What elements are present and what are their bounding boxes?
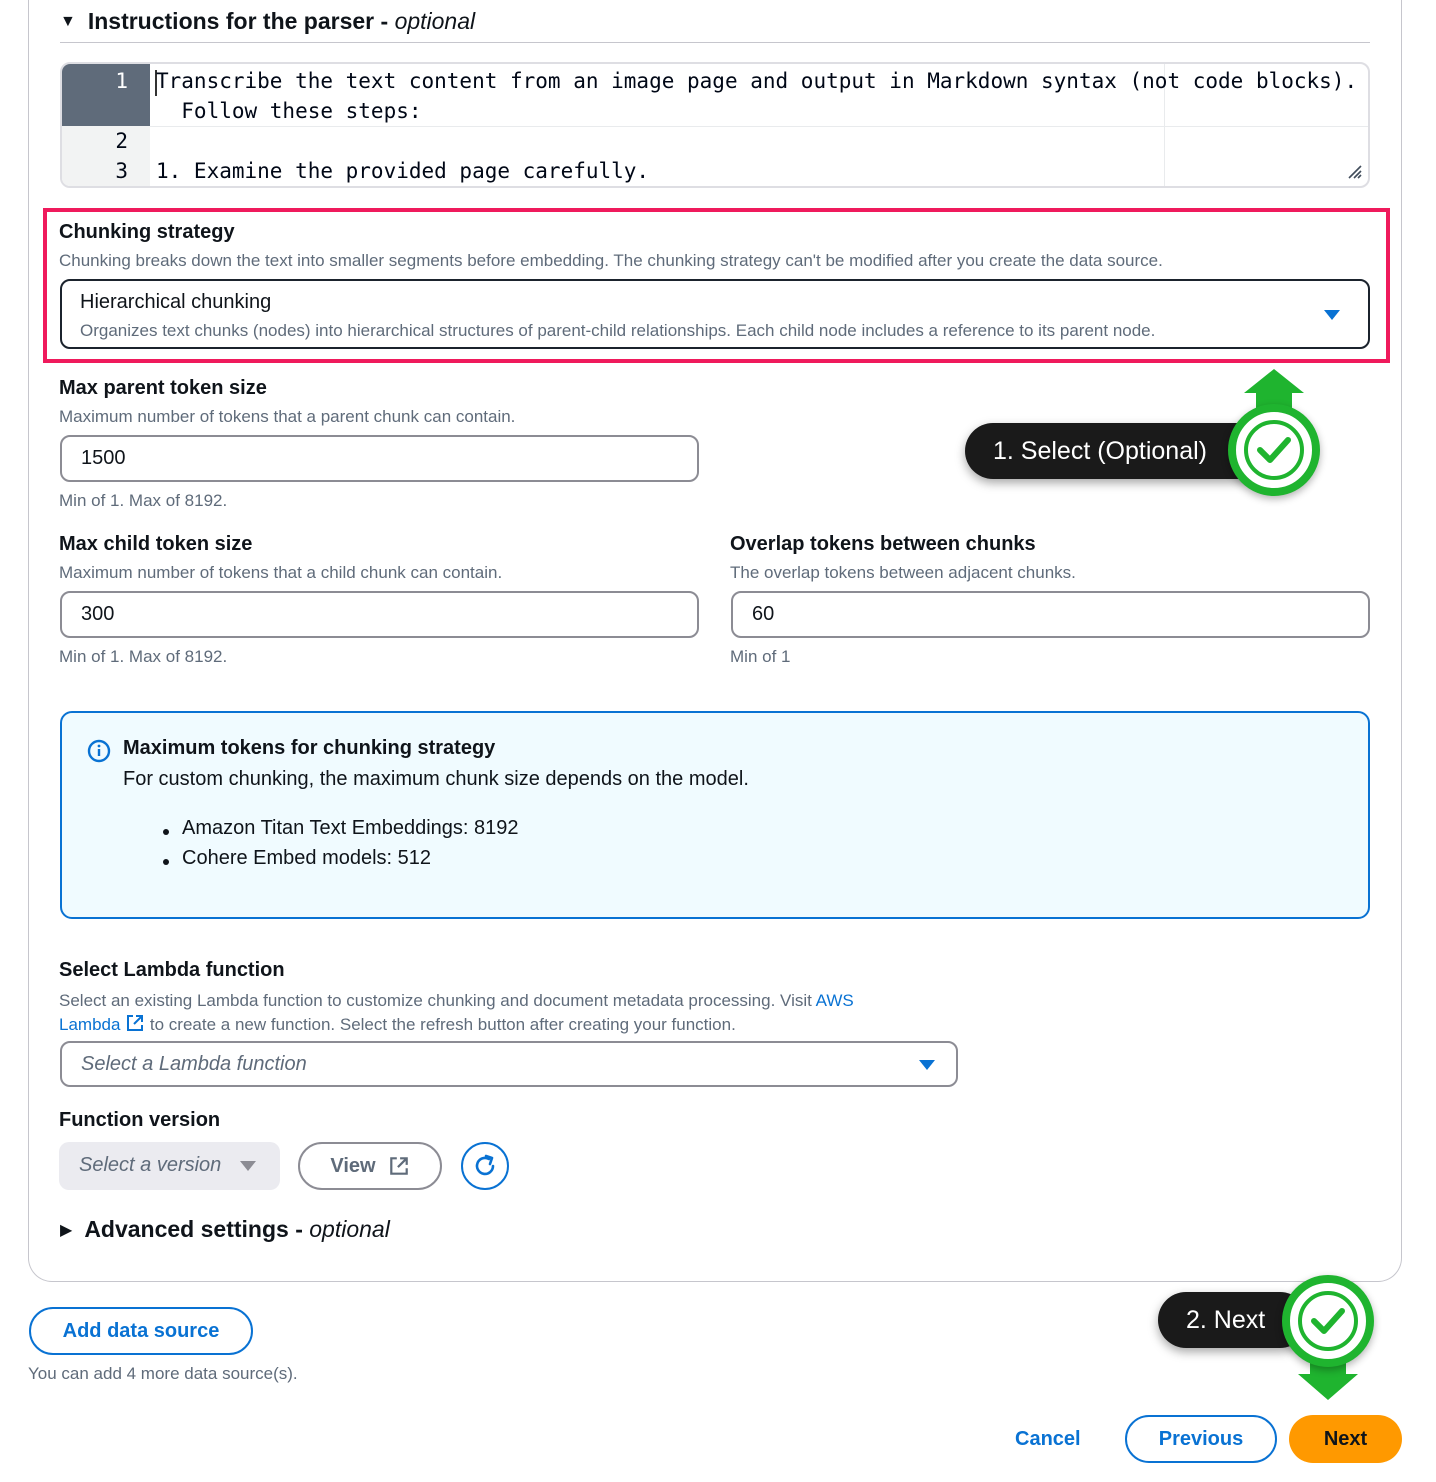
callout-step-2-text: 2. Next [1186, 1305, 1266, 1334]
list-item: Amazon Titan Text Embeddings: 8192 [182, 817, 519, 847]
lambda-select-placeholder: Select a Lambda function [81, 1053, 307, 1075]
max-child-token-description: Maximum number of tokens that a child chunk can contain. [59, 563, 503, 582]
version-select [59, 1142, 280, 1190]
parser-heading: Instructions for the parser - [87, 8, 389, 34]
chunking-selected-description: Organizes text chunks (nodes) into hierarchical structures of parent-child relationships. Each child node includes a reference to its parent node. [80, 321, 1156, 340]
code-line: 1. Examine the provided page carefully. [156, 159, 650, 183]
caret-down-icon [919, 1060, 935, 1070]
lambda-function-description [59, 989, 959, 1037]
external-link-icon [125, 1013, 145, 1033]
max-child-token-input[interactable]: 300 [60, 591, 699, 638]
aws-link-text: AWS [815, 991, 854, 1010]
max-child-token-label: Max child token size [59, 533, 253, 555]
data-source-panel [28, 0, 1402, 1282]
version-select-placeholder: Select a version [79, 1154, 222, 1176]
lambda-link-text: Lambda [59, 1015, 121, 1034]
lambda-desc-text: to create a new function. Select the refresh button after creating your function. [149, 1015, 736, 1034]
section-divider [60, 42, 1370, 43]
add-data-source-button[interactable] [29, 1307, 253, 1355]
advanced-heading-optional: optional [309, 1216, 390, 1242]
next-button[interactable] [1289, 1415, 1402, 1463]
callout-step-1-text: 1. Select (Optional) [993, 436, 1207, 465]
code-line: Follow these steps: [156, 99, 422, 123]
cancel-button[interactable]: Cancel [1015, 1428, 1081, 1450]
refresh-button[interactable] [461, 1142, 509, 1190]
overlap-tokens-constraint: Min of 1 [730, 647, 791, 666]
max-parent-token-constraint: Min of 1. Max of 8192. [59, 491, 228, 510]
remaining-data-sources-text: You can add 4 more data source(s). [28, 1364, 298, 1383]
advanced-heading: Advanced settings - [84, 1216, 303, 1242]
lambda-function-select[interactable] [60, 1041, 958, 1087]
caret-right-icon: ▶ [60, 1221, 73, 1239]
lambda-function-label: Select Lambda function [59, 959, 285, 981]
resize-handle-icon[interactable] [1346, 163, 1362, 182]
caret-down-icon: ▼ [60, 12, 76, 30]
caret-down-icon [240, 1161, 256, 1171]
previous-button-label: Previous [1158, 1427, 1244, 1450]
previous-button[interactable] [1125, 1415, 1277, 1463]
line-number: 2 [115, 129, 128, 153]
callout-step-1 [965, 423, 1265, 479]
overlap-tokens-input[interactable]: 60 [731, 591, 1370, 638]
caret-down-icon [1324, 310, 1340, 320]
lambda-desc-text: Select an existing Lambda function to customize chunking and document metadata processing. Visit [59, 991, 812, 1010]
info-alert-list [182, 817, 519, 877]
chunking-strategy-select[interactable] [60, 279, 1370, 349]
max-parent-token-description: Maximum number of tokens that a parent chunk can contain. [59, 407, 516, 426]
editor-line-separator [150, 126, 1368, 127]
external-link-icon [388, 1155, 410, 1177]
chunking-strategy-label: Chunking strategy [59, 221, 235, 243]
advanced-settings-toggle[interactable] [60, 1216, 390, 1243]
info-icon [87, 739, 111, 763]
line-number: 1 [115, 69, 128, 93]
line-number: 3 [115, 159, 128, 183]
parser-heading-optional: optional [394, 8, 476, 34]
parser-instructions-toggle[interactable] [60, 8, 475, 35]
chunking-selected-value: Hierarchical chunking [80, 291, 272, 313]
check-badge-icon [1282, 1275, 1374, 1367]
view-button[interactable] [298, 1142, 442, 1190]
add-data-source-label: Add data source [62, 1319, 220, 1342]
info-alert [60, 711, 1370, 919]
max-child-token-constraint: Min of 1. Max of 8192. [59, 647, 228, 666]
check-badge-icon [1228, 404, 1320, 496]
code-line: Transcribe the text content from an image page and output in Markdown syntax (not code blocks). [156, 69, 1358, 93]
list-item: Cohere Embed models: 512 [182, 847, 519, 877]
overlap-tokens-label: Overlap tokens between chunks [730, 533, 1036, 555]
parser-instructions-editor[interactable] [60, 62, 1370, 188]
chunking-strategy-description: Chunking breaks down the text into smaller segments before embedding. The chunking strategy can't be modified after you create the data source. [59, 251, 1163, 270]
view-button-label: View [330, 1154, 376, 1177]
refresh-icon [471, 1152, 499, 1180]
overlap-tokens-description: The overlap tokens between adjacent chunks. [730, 563, 1076, 582]
info-alert-title: Maximum tokens for chunking strategy [123, 737, 496, 759]
function-version-label: Function version [59, 1109, 221, 1131]
max-parent-token-input[interactable]: 1500 [60, 435, 699, 482]
max-parent-token-label: Max parent token size [59, 377, 267, 399]
next-button-label: Next [1323, 1427, 1368, 1450]
info-alert-body: For custom chunking, the maximum chunk size depends on the model. [123, 768, 749, 790]
